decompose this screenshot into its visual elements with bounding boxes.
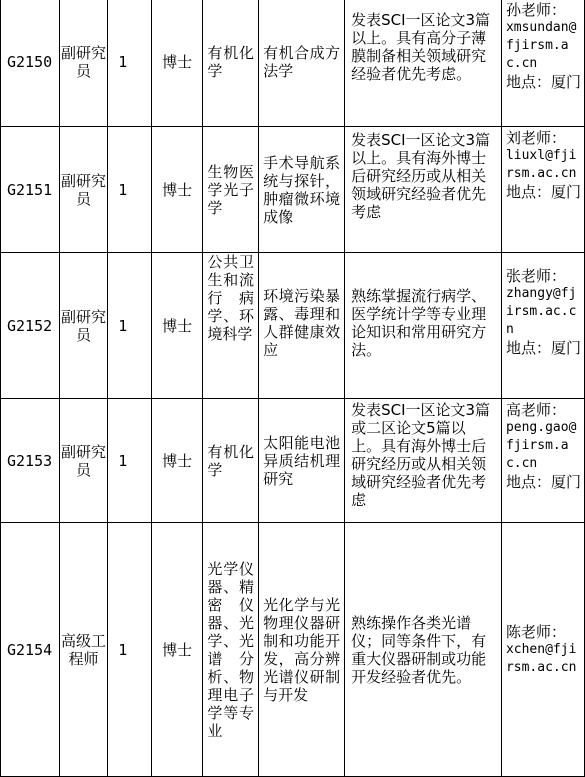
position-code: G2154 <box>1 523 60 777</box>
requirement-text: 发表SCI一区论文3篇以上。具有海外博士后研究经历或从相关领域研究经验者优先考虑 <box>351 131 491 221</box>
position-code: G2150 <box>1 0 60 127</box>
position-title: 副研究员 <box>59 127 108 253</box>
contact-email[interactable]: liuxl@fjirsm.ac.cn <box>505 148 577 181</box>
position-count: 1 <box>108 399 152 523</box>
position-degree: 博士 <box>151 0 203 127</box>
position-direction: 太阳能电池异质结机理研究 <box>259 399 345 523</box>
contact-location: 地点：厦门 <box>505 339 581 357</box>
position-title: 高级工程师 <box>59 523 108 777</box>
position-count: 1 <box>108 127 152 253</box>
position-requirement <box>345 127 502 253</box>
contact-name: 刘老师： <box>505 129 566 147</box>
position-count: 1 <box>108 523 152 777</box>
contact-location: 地点：厦门 <box>505 73 581 91</box>
position-direction: 有机合成方法学 <box>259 0 345 127</box>
contact-name: 孙老师： <box>505 1 566 19</box>
position-code: G2152 <box>1 253 60 399</box>
position-major: 光学仪器、精密仪器、光学、光谱分析、物理电子学等专业 <box>203 523 259 777</box>
contact-location: 地点：厦门 <box>505 183 581 201</box>
contact-name: 高老师： <box>505 401 566 419</box>
contact-email[interactable]: xchen@fjirsm.ac.cn <box>505 641 577 675</box>
contact-email[interactable]: peng.gao@fjirsm.ac.cn <box>505 420 577 471</box>
table-row <box>1 399 585 523</box>
contact-location: 地点：厦门 <box>505 473 581 491</box>
position-requirement <box>345 0 502 127</box>
position-direction: 光化学与光物理仪器研制和功能开发，高分辨光谱仪研制与开发 <box>259 523 345 777</box>
position-major: 生物医学光子学 <box>203 127 259 253</box>
requirement-text: 发表SCI一区论文3篇或二区论文5篇以上。具有海外博士后研究经历或从相关领域研究经验者优先考虑 <box>351 401 491 509</box>
table-row <box>1 523 585 777</box>
position-degree: 博士 <box>151 253 203 399</box>
contact-name: 陈老师： <box>505 622 566 641</box>
position-degree: 博士 <box>151 523 203 777</box>
position-direction: 手术导航系统与探针，肿瘤微环境成像 <box>259 127 345 253</box>
position-requirement <box>345 399 502 523</box>
position-count: 1 <box>108 0 152 127</box>
contact-email[interactable]: zhangy@fjirsm.ac.cn <box>505 286 577 337</box>
position-title: 副研究员 <box>59 0 108 127</box>
table-row <box>1 127 585 253</box>
requirement-text: 熟练掌握流行病学、医学统计学等专业理论知识和常用研究方法。 <box>351 287 487 359</box>
position-contact <box>501 253 584 399</box>
contact-email[interactable]: xmsundan@fjirsm.ac.cn <box>505 20 577 71</box>
position-requirement <box>345 523 502 777</box>
position-code: G2151 <box>1 127 60 253</box>
position-count: 1 <box>108 253 152 399</box>
requirement-text: 发表SCI一区论文3篇以上。具有高分子薄膜制备相关领域研究经验者优先考虑。 <box>351 11 491 83</box>
position-degree: 博士 <box>151 399 203 523</box>
position-major: 有机化学 <box>203 399 259 523</box>
table-row <box>1 253 585 399</box>
requirement-text: 熟练操作各类光谱仪；同等条件下，有重大仪器研制或功能开发经验者优先。 <box>351 613 487 686</box>
position-major: 公共卫生和流行病学、环境科学 <box>203 253 259 399</box>
position-title: 副研究员 <box>59 253 108 399</box>
position-requirement <box>345 253 502 399</box>
contact-name: 张老师： <box>505 267 566 285</box>
position-contact <box>501 523 584 777</box>
table-row <box>1 0 585 127</box>
position-contact <box>501 399 584 523</box>
position-title: 副研究员 <box>59 399 108 523</box>
position-contact <box>501 0 584 127</box>
position-contact <box>501 127 584 253</box>
position-major: 有机化学 <box>203 0 259 127</box>
position-direction: 环境污染暴露、毒理和人群健康效应 <box>259 253 345 399</box>
position-code: G2153 <box>1 399 60 523</box>
position-degree: 博士 <box>151 127 203 253</box>
